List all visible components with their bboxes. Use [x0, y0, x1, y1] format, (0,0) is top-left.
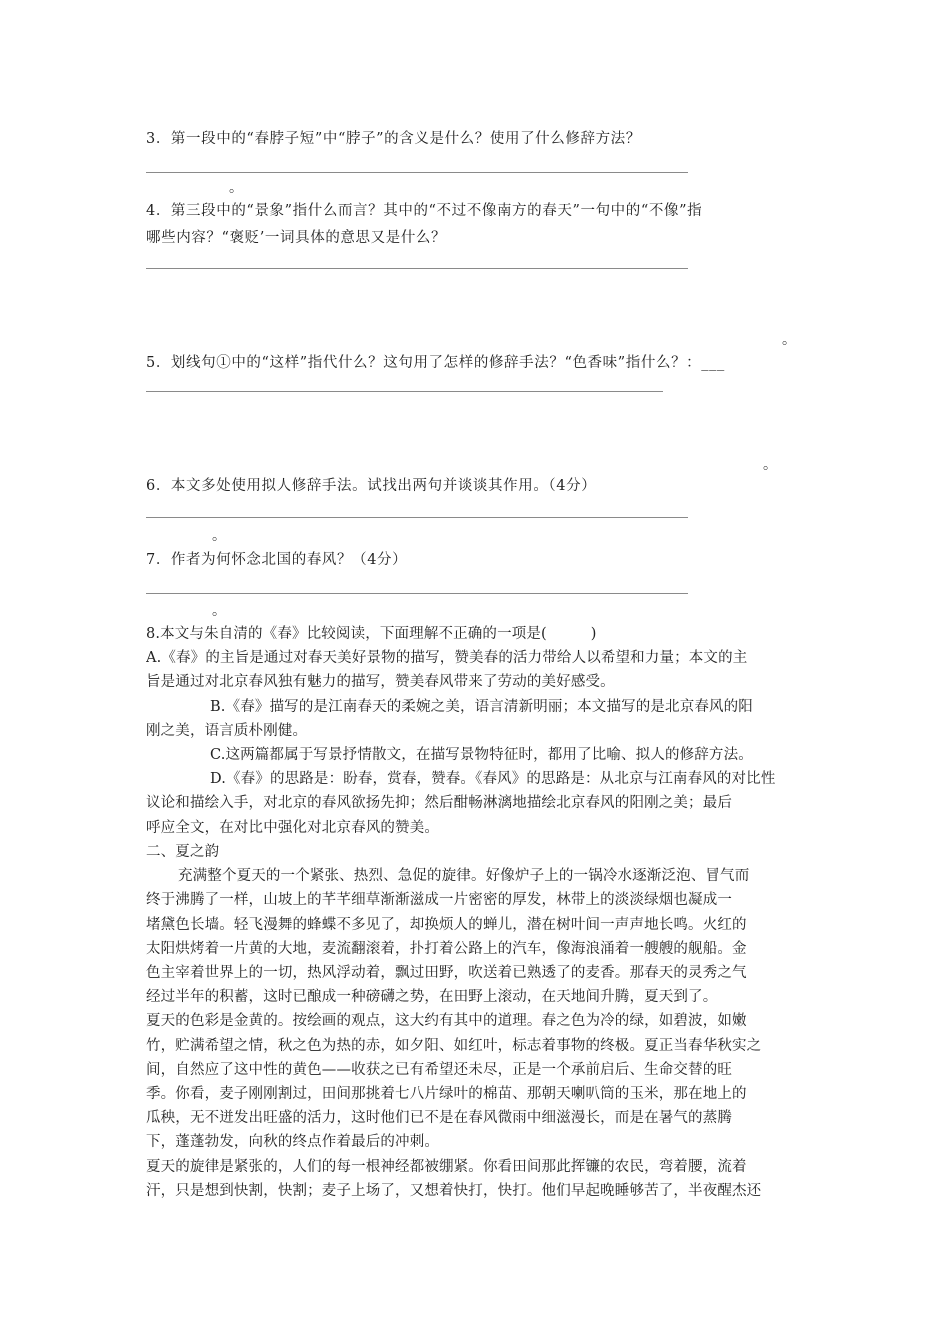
para3-line-2: 汗，只是想到快割，快割；麦子上场了，又想着快打，快打。他们早起晚睡够苦了，半夜醒杰还 — [146, 1182, 762, 1199]
question-5: 5．划线句①中的“这样”指代什么？这句用了怎样的修辞手法？“色香味”指什么？：___ — [146, 355, 725, 371]
para2-line-1: 夏天的色彩是金黄的。按绘画的观点，这大约有其中的道理。春之色为冷的绿，如碧波，如嫩 — [146, 1013, 747, 1030]
para1-line-4: 太阳烘烤着一片黄的大地，麦流翻滚着，扑打着公路上的汽车，像海浪涌着一艘艘的舰船。金 — [146, 940, 747, 957]
answer-line-q7[interactable] — [146, 593, 688, 594]
answer-line-q3[interactable] — [146, 172, 688, 173]
para1-line-6: 经过半年的积蓄，这时已酿成一种磅礴之势，在田野上滚动，在天地间升腾，夏天到了。 — [146, 989, 718, 1006]
option-c-line-1: C.这两篇都属于写景抒情散文，在描写景物特征时，都用了比喻、拟人的修辞方法。 — [210, 747, 753, 764]
section-heading: 二、夏之韵 — [146, 844, 220, 860]
para2-line-2: 竹，贮满希望之情，秋之色为热的赤，如夕阳、如红叶，标志着事物的终极。夏正当春华秋实之 — [146, 1037, 762, 1054]
para1-line-3: 堵黛色长墙。轻飞漫舞的蜂蝶不多见了，却换烦人的蝉儿，潜在树叶间一声声地长鸣。火红的 — [146, 916, 747, 933]
answer-line-q5[interactable] — [146, 391, 663, 392]
option-d-line-1: D.《春》的思路是：盼春，赏春，赞春。《春风》的思路是：从北京与江南春风的对比性 — [210, 771, 776, 788]
question-3: 3．第一段中的“春脖子短”中“脖子”的含义是什么？使用了什么修辞方法？ — [146, 131, 641, 147]
answer-line-q6[interactable] — [146, 517, 688, 518]
answer-line-q4[interactable] — [146, 268, 688, 269]
question-8 — [146, 622, 806, 840]
option-d-line-3: 呼应全文，在对比中强化对北京春风的赞美。 — [146, 819, 439, 836]
option-b-line-1: B.《春》描写的是江南春天的柔婉之美，语言清新明丽；本文描写的是北京春风的阳 — [210, 698, 753, 715]
option-b-line-2: 刚之美，语言质朴刚健。 — [146, 722, 308, 739]
para2-line-6: 下，蓬蓬勃发，向秋的终点作着最后的冲刺。 — [146, 1134, 439, 1151]
para1-line-2: 终于沸腾了一样，山坡上的芊芊细草渐渐滋成一片密密的厚发，林带上的淡淡绿烟也凝成一 — [146, 892, 732, 909]
end-mark-q5: 。 — [763, 457, 777, 473]
end-mark-q7: 。 — [212, 603, 226, 619]
question-7: 7．作者为何怀念北国的春风？（4分） — [146, 552, 408, 568]
para2-line-3: 间，自然应了这中性的黄色——收获之已有希望还未尽，正是一个承前启后、生命交替的旺 — [146, 1061, 732, 1078]
para2-line-5: 瓜秧，无不迸发出旺盛的活力，这时他们已不是在春风微雨中细滋漫长，而是在暑气的蒸腾 — [146, 1110, 732, 1127]
end-mark-q6: 。 — [212, 528, 226, 544]
section-2 — [146, 840, 806, 1203]
question-4-line-1: 4．第三段中的“景象”指什么而言？其中的“不过不像南方的春天”一句中的“不像”指 — [146, 203, 703, 219]
question-4-line-2: 哪些内容？“褒贬’一词具体的意思又是什么？ — [146, 230, 447, 246]
option-a-line-1: A.《春》的主旨是通过对春天美好景物的描写，赞美春的活力带给人以希望和力量；本文的主 — [146, 650, 748, 667]
para1-line-1: 充满整个夏天的一个紧张、热烈、急促的旋律。好像炉子上的一锅冷水逐渐泛泡、冒气而 — [178, 868, 750, 885]
para2-line-4: 季。你看，麦子刚刚割过，田间那挑着七八片绿叶的棉苗、那朝天喇叭筒的玉米，那在地上的 — [146, 1086, 747, 1103]
question-6: 6．本文多处使用拟人修辞手法。试找出两句并谈谈其作用。（4分） — [146, 478, 597, 494]
question-8-stem: 8.本文与朱自清的《春》比较阅读，下面理解不正确的一项是( ) — [146, 626, 597, 642]
option-d-line-2: 议论和描绘入手，对北京的春风欲扬先抑；然后酣畅淋漓地描绘北京春风的阳刚之美；最后 — [146, 795, 732, 812]
para1-line-5: 色主宰着世界上的一切，热风浮动着，飘过田野，吹送着已熟透了的麦香。那春天的灵秀之气 — [146, 965, 747, 982]
option-a-line-2: 旨是通过对北京春风独有魅力的描写，赞美春风带来了劳动的美好感受。 — [146, 674, 615, 691]
para3-line-1: 夏天的旋律是紧张的，人们的每一根神经都被绷紧。你看田间那此挥镰的农民，弯着腰，流着 — [146, 1158, 747, 1175]
end-mark-q3: 。 — [229, 180, 243, 196]
end-mark-q4: 。 — [782, 332, 796, 348]
